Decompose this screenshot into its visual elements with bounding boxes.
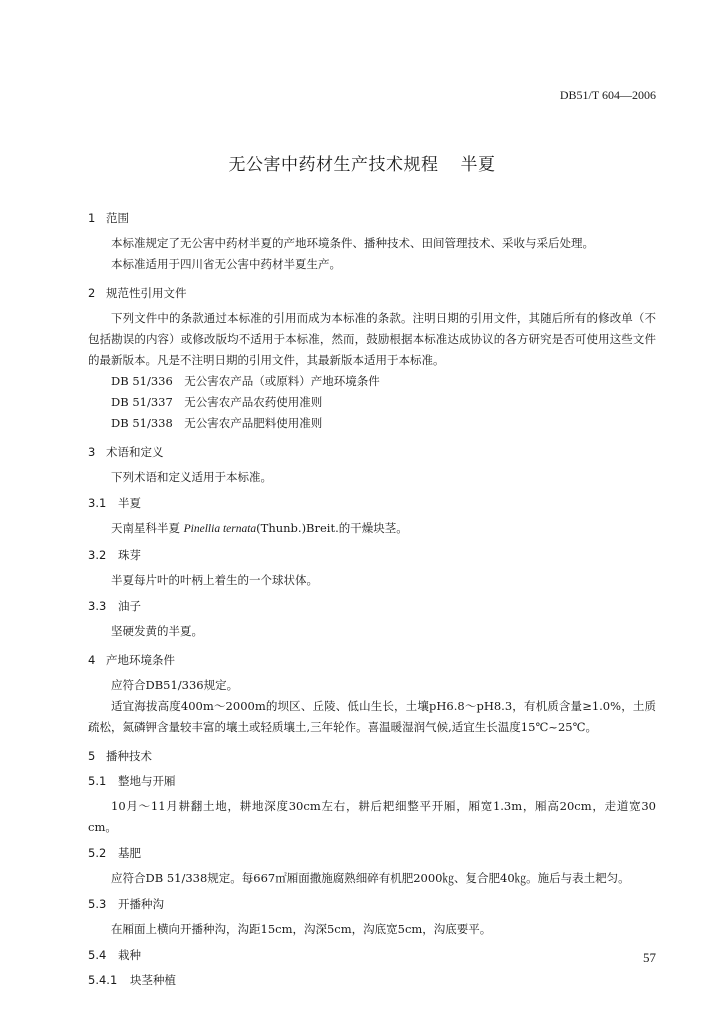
- latin-name: Pinellia ternata: [183, 523, 257, 535]
- document-title: [0, 150, 724, 175]
- section-3-para-1: 下列术语和定义适用于本标准。: [111, 470, 272, 484]
- section-1-heading: 1 范围: [88, 211, 129, 225]
- section-4-heading: 4 产地环境条件: [88, 653, 175, 667]
- section-5-4-heading: 5.4 栽种: [88, 948, 141, 962]
- reference-item: DB 51/338 无公害农产品肥料使用准则: [111, 416, 323, 430]
- section-5-4-1-heading: 5.4.1 块茎种植: [88, 973, 176, 987]
- title-main: 无公害中药材生产技术规程: [228, 155, 439, 175]
- standard-code: DB51/T 604—2006: [559, 88, 656, 102]
- document-body: [88, 208, 656, 990]
- section-4-para-2: 适宜海拔高度400m～2000m的坝区、丘陵、低山生长，土壤pH6.8～pH8.3，有机质含量≥1.0%，土质疏松，氮磷钾含量较丰富的壤土或轻质壤土,三年轮作。喜温暖湿润气候,适宜生长温度15℃~25℃。: [88, 699, 656, 734]
- section-3-2-heading: 3.2 珠芽: [88, 548, 141, 562]
- page-number: 57: [643, 950, 656, 965]
- section-3-3-text: 坚硬发黄的半夏。: [111, 624, 203, 638]
- reference-item: DB 51/337 无公害农产品农药使用准则: [111, 395, 323, 409]
- section-5-2-heading: 5.2 基肥: [88, 846, 141, 860]
- reference-item: DB 51/336 无公害农产品（或原料）产地环境条件: [111, 374, 380, 388]
- section-5-heading: 5 播种技术: [88, 749, 152, 763]
- section-5-1-heading: 5.1 整地与开厢: [88, 774, 176, 788]
- section-3-heading: 3 术语和定义: [88, 445, 164, 459]
- section-1-para-1: 本标准规定了无公害中药材半夏的产地环境条件、播种技术、田间管理技术、采收与采后处理。: [111, 236, 594, 250]
- section-5-3-text: 在厢面上横向开播种沟，沟距15cm，沟深5cm，沟底宽5cm，沟底要平。: [111, 922, 492, 936]
- section-3-1-text: 天南星科半夏 Pinellia ternata(Thunb.)Breit.的干燥块茎。: [111, 521, 408, 535]
- section-5-1-text: 10月～11月耕翻土地，耕地深度30cm左右，耕后耙细整平开厢，厢宽1.3m，厢高20cm，走道宽30 cm。: [88, 799, 656, 834]
- section-3-1-heading: 3.1 半夏: [88, 496, 141, 510]
- section-3-2-text: 半夏每片叶的叶柄上着生的一个球状体。: [111, 573, 318, 587]
- section-5-2-text: 应符合DB 51/338规定。每667㎡厢面撒施腐熟细碎有机肥2000㎏、复合肥40㎏。施后与表土耙匀。: [111, 871, 630, 885]
- section-3-3-heading: 3.3 油子: [88, 599, 141, 613]
- section-5-3-heading: 5.3 开播种沟: [88, 897, 164, 911]
- section-2-heading: 2 规范性引用文件: [88, 286, 187, 300]
- section-2-para-1: 下列文件中的条款通过本标准的引用而成为本标准的条款。注明日期的引用文件，其随后所有的修改单（不包括勘误的内容）或修改版均不适用于本标准，然而，鼓励根据本标准达成协议的各方研究是否可使用这些文件的最新版本。凡是不注明日期的引用文件，其最新版本适用于本标准。: [88, 311, 656, 367]
- section-4-para-1: 应符合DB51/336规定。: [111, 678, 239, 692]
- section-1-para-2: 本标准适用于四川省无公害中药材半夏生产。: [111, 257, 341, 271]
- title-sub: 半夏: [460, 155, 496, 175]
